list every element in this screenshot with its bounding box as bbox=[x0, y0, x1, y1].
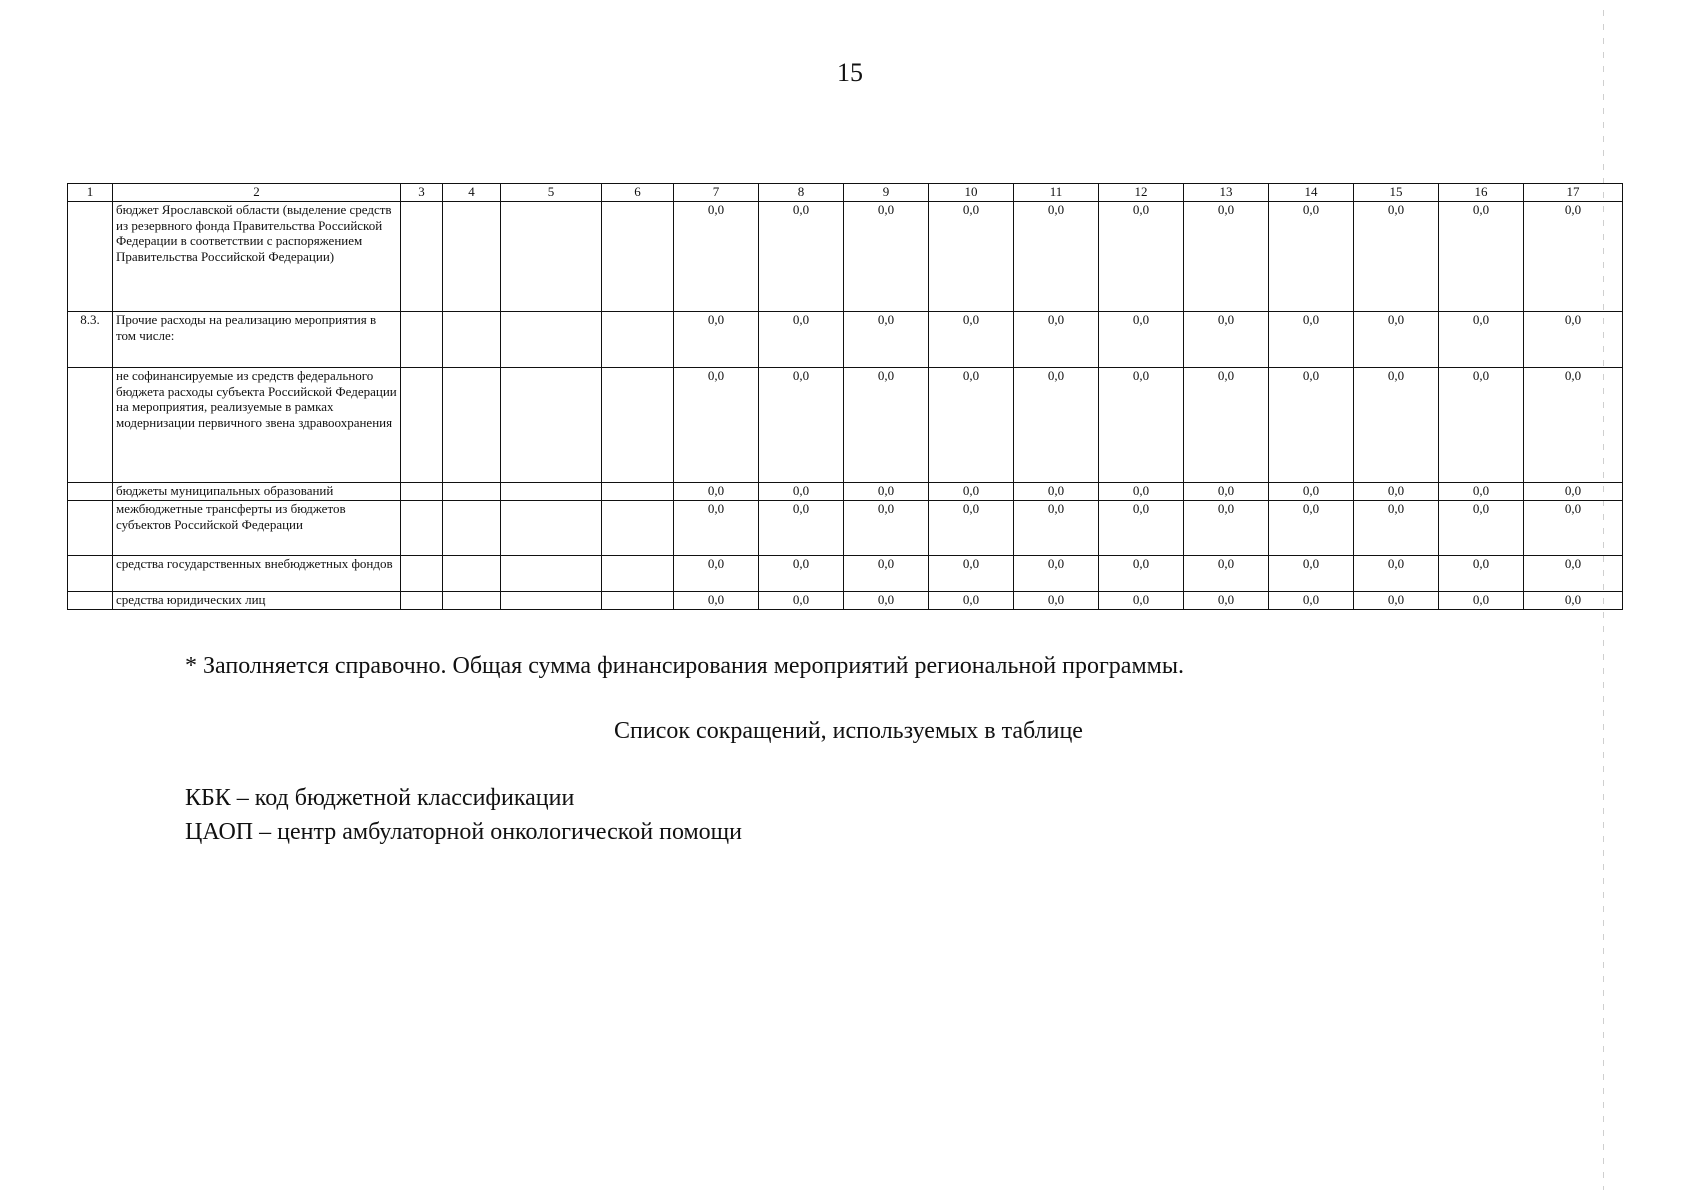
value-cell: 0,0 bbox=[1439, 556, 1524, 592]
column-header: 3 bbox=[401, 184, 443, 202]
row-description-cell: средства юридических лиц bbox=[113, 592, 401, 610]
empty-cell bbox=[443, 556, 501, 592]
value-cell: 0,0 bbox=[1099, 556, 1184, 592]
empty-cell bbox=[443, 483, 501, 501]
value-cell: 0,0 bbox=[1269, 556, 1354, 592]
value-cell: 0,0 bbox=[1184, 202, 1269, 312]
empty-cell bbox=[443, 501, 501, 556]
empty-cell bbox=[501, 501, 602, 556]
row-description-cell: не софинансируемые из средств федерального бюджета расходы субъекта Российской Федерации на мероприятия, реализуемые в рамках модернизации первичного звена здравоохранения bbox=[113, 368, 401, 483]
column-header: 1 bbox=[68, 184, 113, 202]
table-row bbox=[68, 556, 1623, 592]
empty-cell bbox=[602, 202, 674, 312]
column-header: 10 bbox=[929, 184, 1014, 202]
empty-cell bbox=[443, 202, 501, 312]
value-cell: 0,0 bbox=[1184, 368, 1269, 483]
row-number-cell bbox=[68, 202, 113, 312]
value-cell: 0,0 bbox=[844, 483, 929, 501]
value-cell: 0,0 bbox=[1099, 483, 1184, 501]
value-cell: 0,0 bbox=[1099, 202, 1184, 312]
empty-cell bbox=[443, 368, 501, 483]
value-cell: 0,0 bbox=[929, 483, 1014, 501]
value-cell: 0,0 bbox=[1269, 368, 1354, 483]
value-cell: 0,0 bbox=[759, 202, 844, 312]
empty-cell bbox=[401, 312, 443, 368]
value-cell: 0,0 bbox=[1269, 202, 1354, 312]
value-cell: 0,0 bbox=[1439, 592, 1524, 610]
value-cell: 0,0 bbox=[1184, 501, 1269, 556]
value-cell: 0,0 bbox=[929, 312, 1014, 368]
value-cell: 0,0 bbox=[759, 483, 844, 501]
abbreviation-item: КБК – код бюджетной классификации bbox=[185, 785, 575, 811]
value-cell: 0,0 bbox=[1524, 312, 1623, 368]
column-header: 5 bbox=[501, 184, 602, 202]
table-row bbox=[68, 312, 1623, 368]
table-row bbox=[68, 368, 1623, 483]
value-cell: 0,0 bbox=[1524, 202, 1623, 312]
value-cell: 0,0 bbox=[929, 592, 1014, 610]
column-header: 4 bbox=[443, 184, 501, 202]
value-cell: 0,0 bbox=[1269, 312, 1354, 368]
value-cell: 0,0 bbox=[1269, 483, 1354, 501]
row-description-cell: бюджеты муниципальных образований bbox=[113, 483, 401, 501]
value-cell: 0,0 bbox=[1524, 483, 1623, 501]
value-cell: 0,0 bbox=[1439, 483, 1524, 501]
row-number-cell bbox=[68, 556, 113, 592]
table-row bbox=[68, 483, 1623, 501]
value-cell: 0,0 bbox=[759, 312, 844, 368]
footnote: * Заполняется справочно. Общая сумма финансирования мероприятий региональной программы. bbox=[185, 653, 1184, 679]
value-cell: 0,0 bbox=[1269, 592, 1354, 610]
value-cell: 0,0 bbox=[674, 556, 759, 592]
value-cell: 0,0 bbox=[929, 368, 1014, 483]
value-cell: 0,0 bbox=[1524, 592, 1623, 610]
value-cell: 0,0 bbox=[1014, 483, 1099, 501]
value-cell: 0,0 bbox=[674, 592, 759, 610]
value-cell: 0,0 bbox=[674, 483, 759, 501]
value-cell: 0,0 bbox=[1354, 556, 1439, 592]
table-row bbox=[68, 202, 1623, 312]
table-row bbox=[68, 501, 1623, 556]
value-cell: 0,0 bbox=[1354, 312, 1439, 368]
value-cell: 0,0 bbox=[1269, 501, 1354, 556]
value-cell: 0,0 bbox=[1184, 483, 1269, 501]
value-cell: 0,0 bbox=[1354, 501, 1439, 556]
column-header: 16 bbox=[1439, 184, 1524, 202]
value-cell: 0,0 bbox=[1354, 592, 1439, 610]
row-number-cell bbox=[68, 368, 113, 483]
value-cell: 0,0 bbox=[1099, 312, 1184, 368]
row-description-cell: средства государственных внебюджетных фондов bbox=[113, 556, 401, 592]
abbreviation-item: ЦАОП – центр амбулаторной онкологической помощи bbox=[185, 819, 742, 845]
value-cell: 0,0 bbox=[1439, 368, 1524, 483]
column-header: 2 bbox=[113, 184, 401, 202]
empty-cell bbox=[443, 592, 501, 610]
row-description-cell: межбюджетные трансферты из бюджетов субъектов Российской Федерации bbox=[113, 501, 401, 556]
column-header: 12 bbox=[1099, 184, 1184, 202]
row-number-cell bbox=[68, 483, 113, 501]
table-header-row bbox=[68, 184, 1623, 202]
value-cell: 0,0 bbox=[1524, 556, 1623, 592]
empty-cell bbox=[401, 556, 443, 592]
value-cell: 0,0 bbox=[1014, 556, 1099, 592]
value-cell: 0,0 bbox=[844, 592, 929, 610]
column-header: 13 bbox=[1184, 184, 1269, 202]
value-cell: 0,0 bbox=[929, 501, 1014, 556]
empty-cell bbox=[501, 202, 602, 312]
table-row bbox=[68, 592, 1623, 610]
empty-cell bbox=[602, 501, 674, 556]
abbreviations-title: Список сокращений, используемых в таблице bbox=[614, 718, 1083, 744]
empty-cell bbox=[501, 556, 602, 592]
column-header: 17 bbox=[1524, 184, 1623, 202]
value-cell: 0,0 bbox=[929, 556, 1014, 592]
value-cell: 0,0 bbox=[844, 202, 929, 312]
row-number-cell bbox=[68, 501, 113, 556]
value-cell: 0,0 bbox=[1014, 368, 1099, 483]
value-cell: 0,0 bbox=[1014, 501, 1099, 556]
value-cell: 0,0 bbox=[1099, 592, 1184, 610]
value-cell: 0,0 bbox=[1014, 592, 1099, 610]
table-body bbox=[68, 202, 1623, 610]
empty-cell bbox=[501, 368, 602, 483]
value-cell: 0,0 bbox=[844, 501, 929, 556]
empty-cell bbox=[401, 368, 443, 483]
value-cell: 0,0 bbox=[844, 368, 929, 483]
value-cell: 0,0 bbox=[1014, 202, 1099, 312]
empty-cell bbox=[602, 483, 674, 501]
value-cell: 0,0 bbox=[674, 202, 759, 312]
value-cell: 0,0 bbox=[759, 592, 844, 610]
value-cell: 0,0 bbox=[929, 202, 1014, 312]
empty-cell bbox=[401, 202, 443, 312]
value-cell: 0,0 bbox=[1014, 312, 1099, 368]
value-cell: 0,0 bbox=[1354, 202, 1439, 312]
row-description-cell: Прочие расходы на реализацию мероприятия в том числе: bbox=[113, 312, 401, 368]
value-cell: 0,0 bbox=[1524, 368, 1623, 483]
value-cell: 0,0 bbox=[844, 556, 929, 592]
value-cell: 0,0 bbox=[674, 501, 759, 556]
budget-table bbox=[67, 183, 1623, 610]
column-header: 9 bbox=[844, 184, 929, 202]
column-header: 8 bbox=[759, 184, 844, 202]
page-number: 15 bbox=[837, 58, 863, 87]
empty-cell bbox=[401, 501, 443, 556]
value-cell: 0,0 bbox=[1354, 368, 1439, 483]
column-header: 7 bbox=[674, 184, 759, 202]
row-number-cell bbox=[68, 592, 113, 610]
value-cell: 0,0 bbox=[1099, 368, 1184, 483]
abbreviations-list bbox=[185, 781, 742, 849]
value-cell: 0,0 bbox=[759, 501, 844, 556]
value-cell: 0,0 bbox=[674, 312, 759, 368]
empty-cell bbox=[443, 312, 501, 368]
value-cell: 0,0 bbox=[1184, 592, 1269, 610]
empty-cell bbox=[501, 312, 602, 368]
empty-cell bbox=[602, 592, 674, 610]
value-cell: 0,0 bbox=[1354, 483, 1439, 501]
empty-cell bbox=[401, 592, 443, 610]
value-cell: 0,0 bbox=[1524, 501, 1623, 556]
row-number-cell: 8.3. bbox=[68, 312, 113, 368]
column-header: 6 bbox=[602, 184, 674, 202]
empty-cell bbox=[401, 483, 443, 501]
value-cell: 0,0 bbox=[1184, 312, 1269, 368]
value-cell: 0,0 bbox=[1184, 556, 1269, 592]
empty-cell bbox=[602, 312, 674, 368]
value-cell: 0,0 bbox=[1439, 312, 1524, 368]
column-header: 11 bbox=[1014, 184, 1099, 202]
column-header: 15 bbox=[1354, 184, 1439, 202]
value-cell: 0,0 bbox=[1439, 501, 1524, 556]
empty-cell bbox=[602, 368, 674, 483]
row-description-cell: бюджет Ярославской области (выделение средств из резервного фонда Правительства Российской Федерации в соответствии с распоряжением Правительства Российской Федерации) bbox=[113, 202, 401, 312]
value-cell: 0,0 bbox=[674, 368, 759, 483]
value-cell: 0,0 bbox=[1439, 202, 1524, 312]
value-cell: 0,0 bbox=[759, 368, 844, 483]
empty-cell bbox=[602, 556, 674, 592]
value-cell: 0,0 bbox=[1099, 501, 1184, 556]
column-header: 14 bbox=[1269, 184, 1354, 202]
empty-cell bbox=[501, 592, 602, 610]
value-cell: 0,0 bbox=[759, 556, 844, 592]
value-cell: 0,0 bbox=[844, 312, 929, 368]
empty-cell bbox=[501, 483, 602, 501]
